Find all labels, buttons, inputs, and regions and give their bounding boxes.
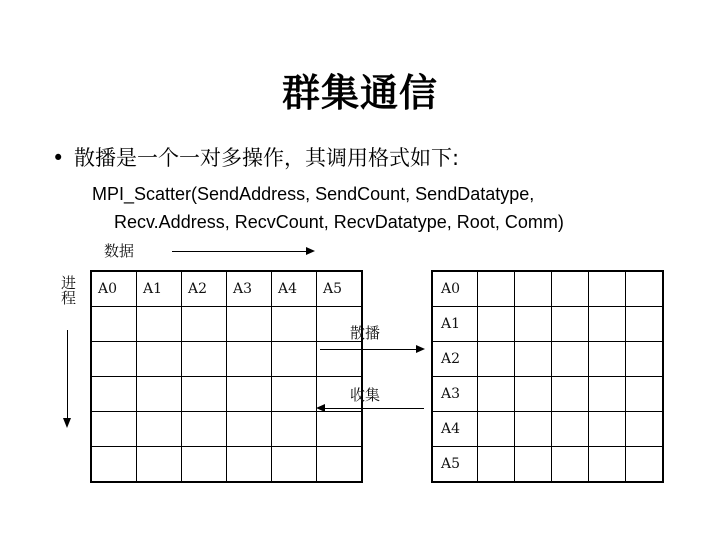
left-grid-row (91, 412, 362, 447)
right-grid-row (432, 342, 663, 377)
grid-cell: A3 (432, 377, 478, 412)
gather-label: 收集 (350, 386, 381, 404)
data-axis-arrow-line (172, 251, 312, 252)
grid-cell: A4 (272, 271, 317, 307)
grid-cell: A1 (137, 271, 182, 307)
code-line-1: MPI_Scatter(SendAddress, SendCount, SendDatatype, (92, 184, 535, 204)
grid-cell: A0 (432, 271, 478, 307)
code-line-2: Recv.Address, RecvCount, RecvDatatype, Root, Comm) (114, 212, 564, 232)
scatter-arrow-line (320, 349, 420, 350)
slide-title: 群集通信 (281, 71, 438, 115)
grid-cell: A4 (432, 412, 478, 447)
grid-cell: A2 (432, 342, 478, 377)
process-axis-arrowhead-icon (63, 418, 71, 428)
left-grid-row (91, 307, 362, 342)
right-data-grid (431, 270, 664, 483)
code-block (92, 180, 564, 236)
grid-cell: A2 (182, 271, 227, 307)
right-grid-row (432, 377, 663, 412)
right-grid-row (432, 307, 663, 342)
scatter-label: 散播 (350, 324, 381, 342)
grid-cell: A5 (432, 447, 478, 483)
gather-arrowhead-icon (316, 404, 325, 412)
bullet-text: 散播是一个一对多操作，其调用格式如下: (74, 146, 460, 170)
grid-cell: A1 (432, 307, 478, 342)
right-grid-row (432, 271, 663, 307)
process-axis-arrow-line (67, 330, 68, 420)
left-grid-row (91, 447, 362, 483)
left-grid-row (91, 342, 362, 377)
gather-arrow-line (324, 408, 424, 409)
right-grid-row (432, 412, 663, 447)
left-grid-row (91, 271, 362, 307)
scatter-arrowhead-icon (416, 345, 425, 353)
bullet-icon: • (52, 146, 65, 170)
data-axis-arrowhead-icon (306, 247, 315, 255)
bullet-point (52, 142, 459, 172)
left-data-grid (90, 270, 363, 483)
right-grid-row (432, 447, 663, 483)
process-axis-label: 进程 (59, 275, 77, 305)
grid-cell: A3 (227, 271, 272, 307)
data-axis-label: 数据 (104, 242, 135, 260)
grid-cell: A5 (317, 271, 363, 307)
grid-cell: A0 (91, 271, 137, 307)
